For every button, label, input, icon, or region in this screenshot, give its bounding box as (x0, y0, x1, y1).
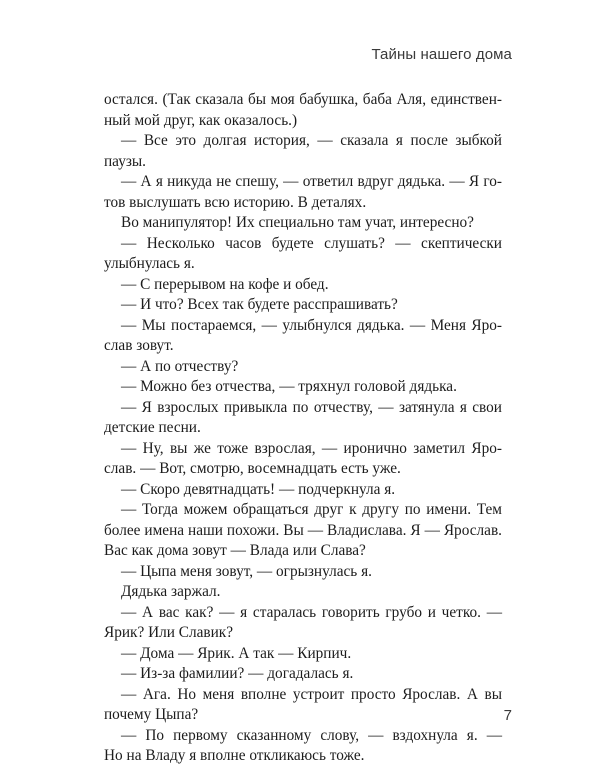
text-line: — Цыпа меня зовут, — огрызнулась я. (121, 562, 372, 580)
text-line: — Ну, вы же тоже взрослая, — иронично заметил Яро- (121, 439, 502, 457)
text-line: — Ага. Но меня вполне устроит просто Ярослав. А вы (121, 685, 502, 703)
text-line: — А по отчеству? (121, 357, 239, 375)
text-line: остался. (Так сказала бы моя бабушка, баба Аля, единствен- (104, 91, 502, 108)
text-line: Во манипулятор! Их специально там учат, интересно? (121, 214, 474, 231)
text-line: Но на Владу я вполне откликаюсь тоже. (104, 747, 365, 764)
text-line: — Можно без отчества, — тряхнул головой дядька. (121, 378, 457, 395)
text-line: ный мой друг, как оказалось.) (104, 111, 298, 129)
text-line: — А вас как? — я старалась говорить грубо и четко. — (121, 603, 502, 621)
body-text (104, 90, 502, 767)
text-line: — И что? Всех так будете расспрашивать? (121, 296, 398, 313)
text-line: более имена наши похожи. Вы — Владислава. Я — Ярослав. (104, 521, 502, 539)
page-number: 7 (503, 707, 512, 724)
text-line: — Дома — Ярик. А так — Кирпич. (121, 644, 352, 662)
text-line: улыбнулась я. (104, 255, 195, 272)
text-line: почему Цыпа? (104, 706, 199, 723)
text-line: — Из-за фамилии? — догадалась я. (121, 665, 354, 682)
text-line: тов выслушать всю историю. В деталях. (104, 193, 367, 211)
text-line: Ярик? Или Славик? (104, 624, 234, 641)
text-line: — Все это долгая история, — сказала я после зыбкой (121, 132, 502, 149)
text-line: Вас как дома зовут — Влада или Слава? (104, 542, 366, 559)
text-line: детские песни. (104, 419, 201, 436)
text-line: слав зовут. (104, 337, 174, 354)
text-line: — По первому сказанному слову, — вздохнула я. — (121, 726, 502, 744)
text-line: — Тогда можем обращаться друг к другу по имени. Тем (121, 501, 502, 518)
text-line: — А я никуда не спешу, — ответил вдруг дядька. — Я го- (121, 173, 502, 190)
text-line: — Я взрослых привыкла по отчеству, — затянула я свои (121, 398, 502, 416)
text-line: — Мы постараемся, — улыбнулся дядька. — Меня Яро- (121, 316, 502, 334)
text-line: слав. — Вот, смотрю, восемнадцать есть уже. (104, 460, 401, 477)
text-line: — Несколько часов будете слушать? — скептически (121, 234, 502, 252)
text-line: — Скоро девятнадцать! — подчеркнула я. (121, 480, 396, 498)
text-line: паузы. (104, 152, 146, 170)
text-line: Дядька заржал. (121, 583, 221, 600)
running-header: Тайны нашего дома (371, 46, 512, 63)
text-line: — С перерывом на кофе и обед. (121, 275, 329, 293)
